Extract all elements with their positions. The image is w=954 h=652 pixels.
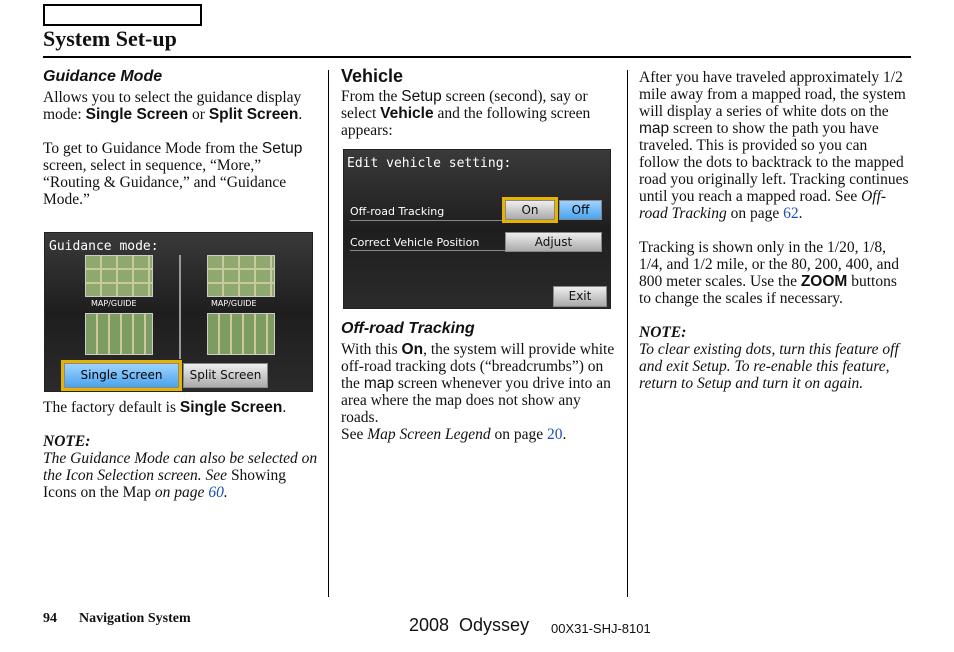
off-road-tracking-heading: Off-road Tracking: [341, 320, 475, 337]
screen-divider: [179, 255, 181, 359]
tracking-scales-text: Tracking is shown only in the 1/20, 1/8, 1/4, and 1/2 mile, or the 80, 200, 400, and 800 meter scales. Use the ZOOM buttons to change the scales if necessary.: [639, 239, 900, 307]
guidance-mode-heading: Guidance Mode: [43, 68, 163, 85]
adjust-button[interactable]: Adjust: [505, 232, 602, 252]
left-column-lower: [43, 399, 318, 501]
correct-vehicle-position-label: Correct Vehicle Position: [350, 236, 480, 249]
guidance-mode-intro: Allows you to select the guidance display mode: Single Screen or Split Screen.: [43, 89, 303, 123]
left-note-text: The Guidance Mode can also be selected on the Icon Selection screen. See Showing Icons on the Map on page 60.: [43, 450, 318, 501]
page-20-link[interactable]: 20: [547, 426, 563, 443]
breadcrumb-description: After you have traveled approximately 1/2 mile away from a mapped road, the system will display a series of white dots on the map screen to show the path you have traveled. This is provided so you can follow the dots to backtrack to the mapped road you originally left. Tracking continues until you reach a mapped road. See Off-road Tracking on page 62.: [639, 69, 909, 222]
right-note-text: To clear existing dots, turn this feature off and exit Setup. To re-enable this feature, return to Setup and turn it on again.: [639, 341, 899, 392]
page-number: 94: [43, 611, 57, 626]
guidance-mode-screenshot: [44, 232, 313, 392]
left-column: [43, 68, 318, 208]
footer-section: Navigation System: [79, 611, 191, 626]
middle-column-lower: [341, 320, 617, 443]
split-map-preview: [207, 255, 275, 297]
off-button[interactable]: Off: [559, 200, 602, 220]
exit-button[interactable]: Exit: [553, 286, 607, 307]
row1-underline: [350, 220, 508, 221]
page-title: System Set-up: [43, 26, 177, 51]
footer-model: 2008 Odyssey: [409, 615, 530, 635]
map-guide-label-2: MAP/GUIDE: [211, 299, 257, 308]
page-62-link[interactable]: 62: [783, 205, 799, 222]
single-guide-preview: [85, 313, 153, 355]
map-guide-label-1: MAP/GUIDE: [91, 299, 137, 308]
off-road-tracking-label: Off-road Tracking: [350, 205, 445, 218]
off-road-tracking-text: With this On, the system will provide white off-road tracking dots (“breadcrumbs”) on the map screen whenever you drive into an area where the map does not show any roads.: [341, 341, 615, 426]
left-note-label: NOTE:: [43, 433, 91, 450]
single-screen-button[interactable]: Single Screen: [64, 363, 179, 388]
middle-column: [341, 68, 613, 139]
footer-code: 00X31-SHJ-8101: [551, 621, 651, 636]
column-divider-1: [328, 70, 329, 597]
right-note-label: NOTE:: [639, 324, 687, 341]
row2-underline: [350, 250, 508, 251]
single-map-preview: [85, 255, 153, 297]
header-tab-box: [43, 4, 202, 26]
map-legend-reference: See Map Screen Legend on page 20.: [341, 426, 567, 443]
guidance-mode-steps: To get to Guidance Mode from the Setup screen, select in sequence, “More,” “Routing & Guidance,” and “Guidance Mode.”: [43, 140, 303, 208]
guidance-mode-screen-title: Guidance mode:: [49, 239, 159, 254]
vehicle-heading: Vehicle: [341, 66, 404, 86]
split-guide-preview: [207, 313, 275, 355]
on-button[interactable]: On: [505, 200, 555, 220]
factory-default-text: The factory default is Single Screen.: [43, 399, 287, 416]
vehicle-setting-screenshot: [343, 149, 611, 309]
vehicle-intro: From the Setup screen (second), say or select Vehicle and the following screen appears:: [341, 88, 591, 139]
split-screen-button[interactable]: Split Screen: [183, 363, 268, 388]
vehicle-screen-title: Edit vehicle setting:: [347, 156, 512, 171]
header-rule: [43, 56, 911, 58]
page-60-link[interactable]: 60: [208, 484, 224, 501]
column-divider-2: [627, 70, 628, 597]
right-column: [639, 69, 911, 392]
